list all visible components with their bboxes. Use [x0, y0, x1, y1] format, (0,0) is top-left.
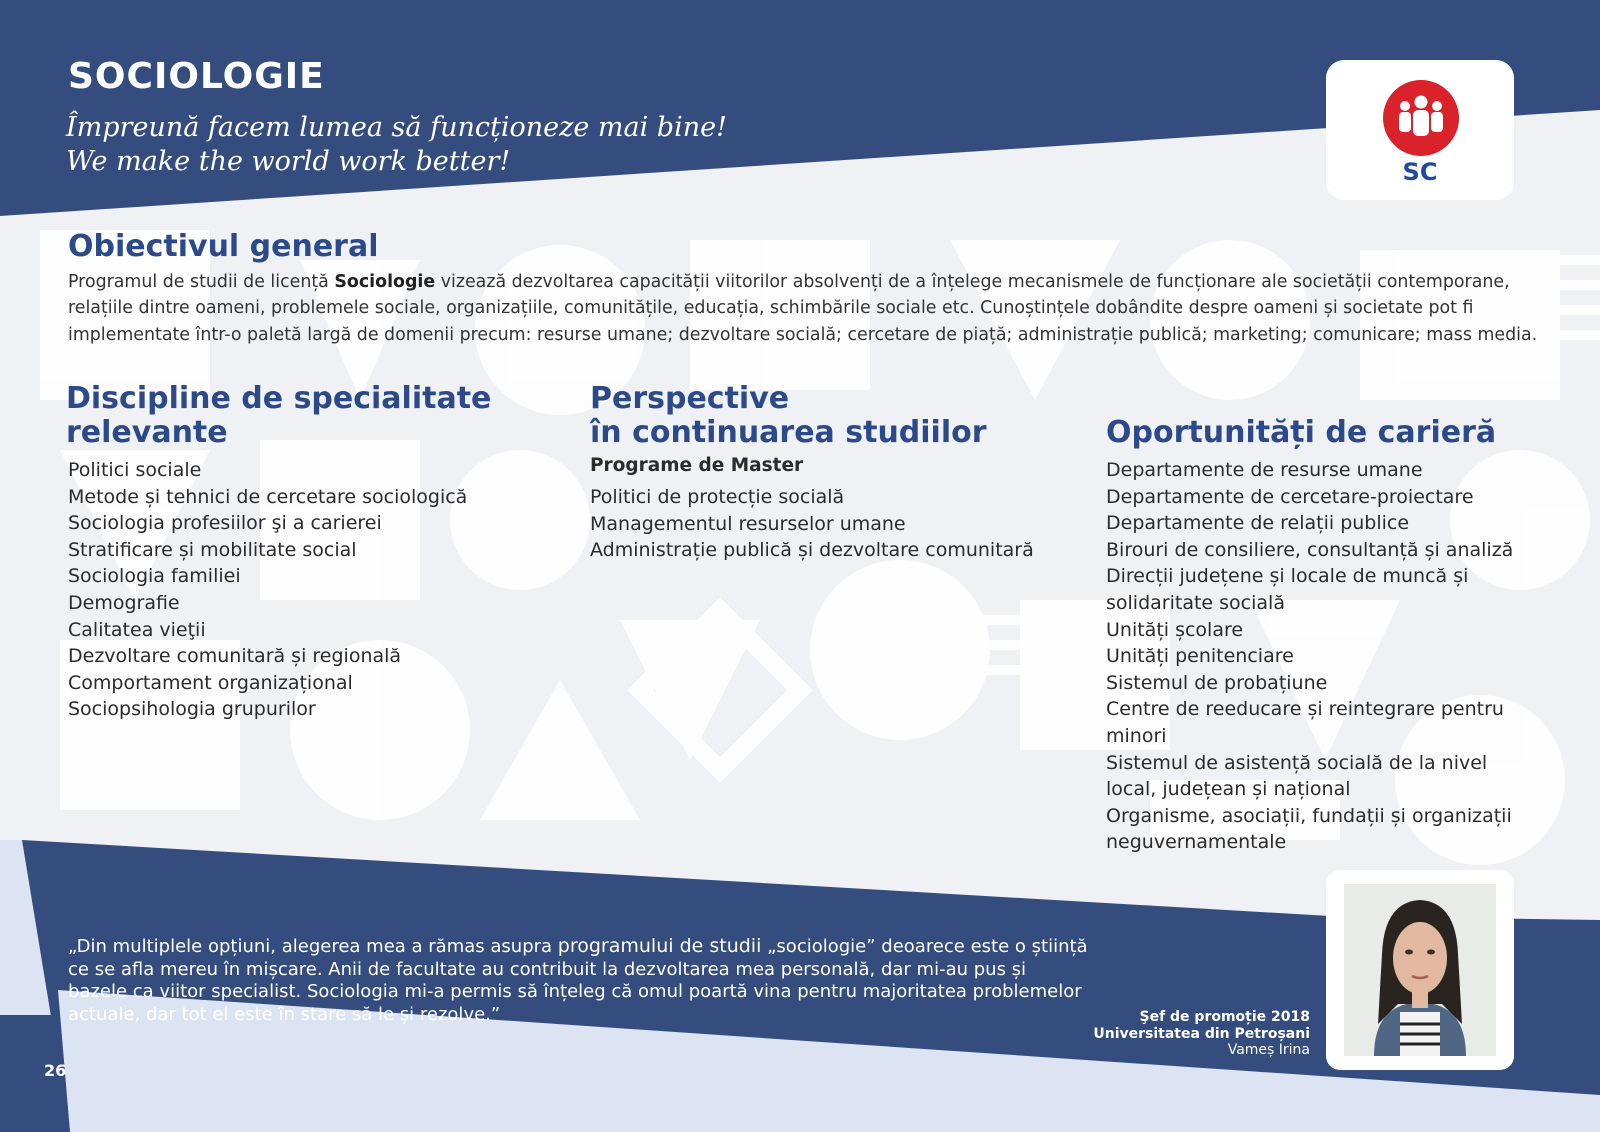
master-programs-subheading: Programe de Master — [590, 455, 804, 476]
page-title: SOCIOLOGIE — [68, 56, 325, 97]
careers-list — [1106, 457, 1526, 856]
list-item: Sociologia familiei — [68, 565, 241, 588]
list-item: Departamente de cercetare-proiectare — [1106, 485, 1474, 508]
perspectives-heading: Perspective în continuarea studiilor — [590, 381, 987, 450]
careers-heading: Oportunități de carieră — [1106, 415, 1497, 450]
list-item: Organisme, asociații, fundații și organizații neguvernamentale — [1106, 804, 1512, 854]
program-code: SC — [1402, 158, 1438, 186]
disciplines-heading: Discipline de specialitate relevante — [66, 381, 492, 450]
disciplines-list — [68, 457, 568, 723]
testimonial-quote: „Din multiplele opțiuni, alegerea mea a rămas asupra programului de studii „sociologie” deoarece este o știință ce se afla mereu în mișcare. Anii de facultate au contribuit la dezvoltarea mea personală, dar mi-au pus și bazele ca viitor specialist. Sociologia mi-a permis să înțeleg că omul poartă vina pentru majoritatea problemelor actuale, dar tot el este în stare să le și rezolve.” — [68, 935, 1088, 1025]
graduate-photo-card — [1326, 870, 1514, 1070]
list-item: Departamente de relații publice — [1106, 512, 1410, 535]
list-item: Managementul resurselor umane — [590, 512, 906, 535]
objective-heading: Obiectivul general — [68, 229, 379, 264]
signature-role: Şef de promoție 2018 — [1139, 1009, 1310, 1025]
list-item: Direcții județene și locale de muncă și solidaritate socială — [1106, 565, 1469, 614]
quote-highlight: programului de studii — [557, 935, 762, 957]
list-item: Comportament organizațional — [68, 671, 353, 694]
page-number: 26 — [44, 1061, 67, 1080]
list-item: Unități școlare — [1106, 618, 1244, 641]
perspectives-list — [590, 484, 1060, 564]
list-item: Unități penitenciare — [1106, 645, 1294, 668]
list-item: Sociologia profesiilor şi a carierei — [68, 512, 382, 535]
list-item: Metode și tehnici de cercetare sociologică — [68, 485, 468, 508]
list-item: Sistemul de probațiune — [1106, 671, 1328, 694]
program-name: Sociologie — [334, 272, 436, 292]
list-item: Calitatea vieţii — [68, 618, 206, 641]
list-item: Birouri de consiliere, consultanță și analiză — [1106, 538, 1514, 561]
list-item: Centre de reeducare și reintegrare pentru minori — [1106, 698, 1504, 747]
program-logo — [1326, 60, 1514, 200]
testimonial-signature — [1093, 1009, 1310, 1059]
signature-university: Universitatea din Petroșani — [1093, 1025, 1310, 1042]
tagline-en: We make the world work better! — [66, 146, 511, 177]
list-item: Departamente de resurse umane — [1106, 459, 1423, 481]
list-item: Stratificare și mobilitate social — [68, 538, 357, 561]
people-group-icon — [1383, 80, 1459, 156]
list-item: Dezvoltare comunitară și regională — [68, 645, 402, 668]
graduate-photo — [1344, 884, 1496, 1056]
signature-name: Vameș Irina — [1227, 1042, 1310, 1058]
list-item: Sistemul de asistență socială de la nivel local, județean și național — [1106, 751, 1488, 801]
list-item: Politici de protecție socială — [590, 486, 845, 508]
list-item: Politici sociale — [68, 459, 202, 481]
list-item: Administrație publică și dezvoltare comunitară — [590, 539, 1034, 562]
list-item: Sociopsihologia grupurilor — [68, 698, 316, 721]
tagline-ro: Împreună facem lumea să funcționeze mai bine! — [66, 112, 727, 143]
objective-text: Programul de studii de licență Sociologie vizează dezvoltarea capacității viitorilor absolvenți de a înțelege mecanismele de funcționare ale societății contemporane, relațiile dintre oameni, problemele sociale, organizațiile, comunitățile, educația, schimbările sociale etc. Cunoștințele dobândite despre oameni și societate pot fi implementate într-o paletă largă de domenii precum: resurse umane; dezvoltare socială; cercetare de piață; administrație publică; marketing; comunicare; mass media. — [68, 272, 1538, 345]
list-item: Demografie — [68, 591, 180, 614]
